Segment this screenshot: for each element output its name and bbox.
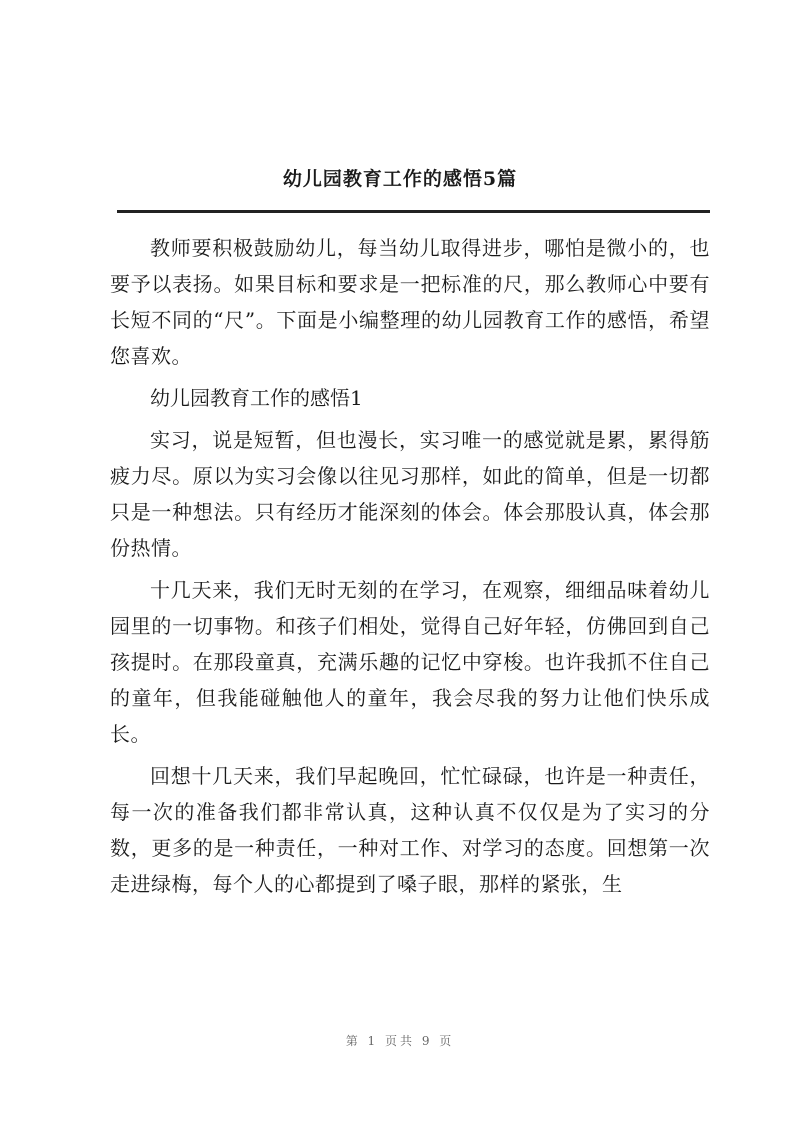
body-paragraph-2: 十几天来，我们无时无刻的在学习，在观察，细细品味着幼儿园里的一切事物。和孩子们相处，觉得自己好年轻，仿佛回到自己孩提时。在那段童真，充满乐趣的记忆中穿梭。也许我抓不住自己的童年，但我能碰触他人的童年，我会尽我的努力让他们快乐成长。 [110,578,710,746]
section-heading: 幼儿园教育工作的感悟1 [150,386,363,410]
page-number-footer: 第 1 页共 9 页 [345,1034,455,1048]
document-title: 幼儿园教育工作的感悟5篇 [282,168,518,190]
intro-paragraph: 教师要积极鼓励幼儿，每当幼儿取得进步，哪怕是微小的，也要予以表扬。如果目标和要求是一把标准的尺，那么教师心中要有长短不同的“尺”。下面是小编整理的幼儿园教育工作的感悟，希望您喜欢。 [110,236,710,368]
body-paragraph-3: 回想十几天来，我们早起晚回，忙忙碌碌，也许是一种责任，每一次的准备我们都非常认真，这种认真不仅仅是为了实习的分数，更多的是一种责任，一种对工作、对学习的态度。回想第一次走进绿梅，每个人的心都提到了嗓子眼，那样的紧张，生 [110,764,710,896]
body-paragraph-1: 实习，说是短暂，但也漫长，实习唯一的感觉就是累，累得筋疲力尽。原以为实习会像以往见习那样，如此的简单，但是一切都只是一种想法。只有经历才能深刻的体会。体会那股认真，体会那份热情。 [110,428,710,560]
document-body [110,230,710,908]
title-divider [117,210,710,213]
